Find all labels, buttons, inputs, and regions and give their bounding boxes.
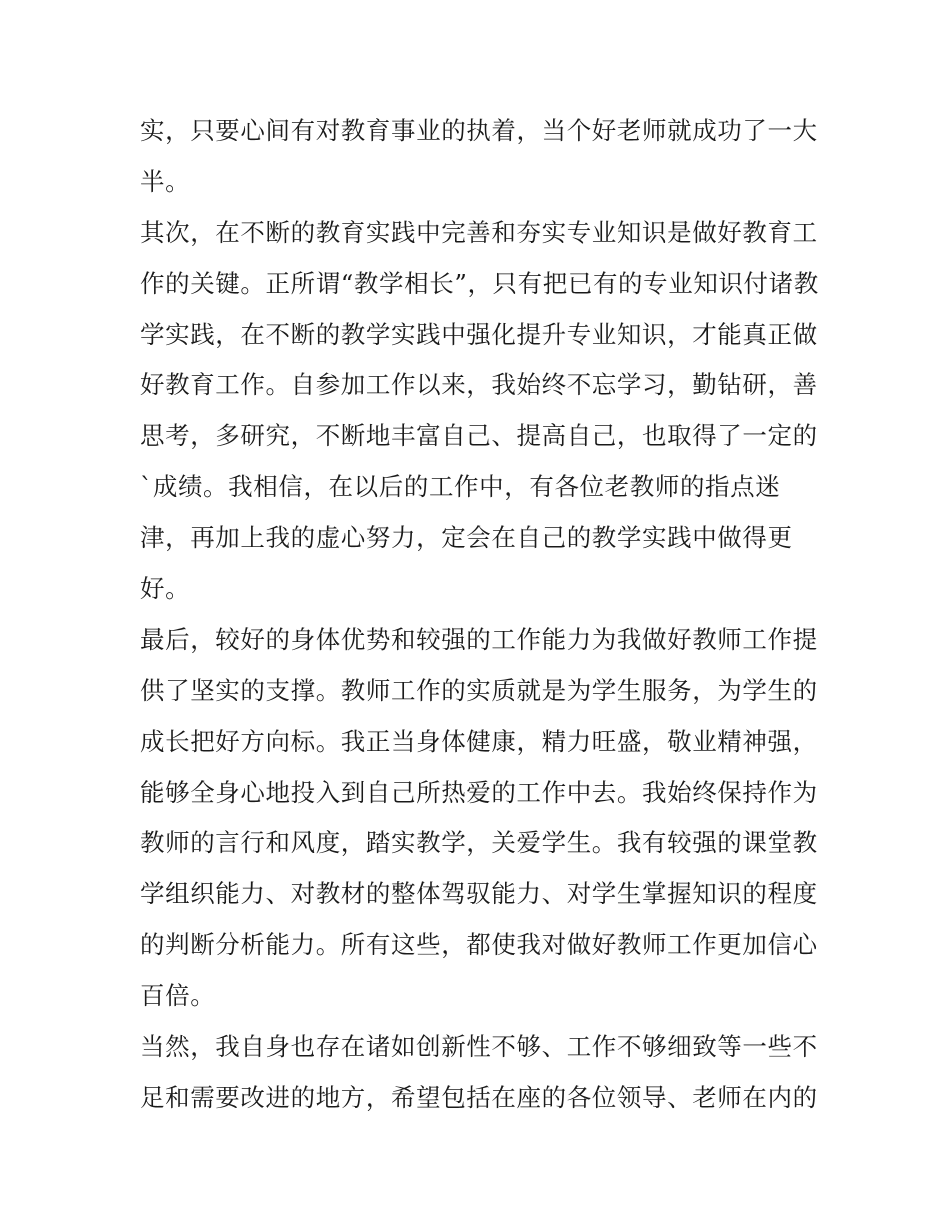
body-text — [140, 106, 820, 1124]
text-line: 能够全身心地投入到自己所热爱的工作中去。我始终保持作为 — [140, 777, 818, 807]
text-line: 好。 — [140, 574, 191, 604]
text-line: 最后，较好的身体优势和较强的工作能力为我做好教师工作提 — [140, 624, 818, 654]
text-line: 津，再加上我的虚心努力，定会在自己的教学实践中做得更 — [140, 523, 793, 553]
text-line: 思考，多研究，不断地丰富自己、提高自己，也取得了一定的 — [140, 421, 818, 451]
text-line: 当然，我自身也存在诸如创新性不够、工作不够细致等一些不 — [140, 1032, 818, 1062]
text-line: 学实践，在不断的教学实践中强化提升专业知识，才能真正做 — [140, 319, 818, 349]
text-line: 作的关键。正所谓“教学相长”，只有把已有的专业知识付诸教 — [140, 268, 819, 298]
text-line: 足和需要改进的地方，希望包括在座的各位领导、老师在内的 — [140, 1082, 818, 1112]
text-line: 教师的言行和风度，踏实教学，关爱学生。我有较强的课堂教 — [140, 828, 818, 858]
text-line: 的判断分析能力。所有这些，都使我对做好教师工作更加信心 — [140, 930, 818, 960]
text-line: `成绩。我相信，在以后的工作中，有各位老教师的指点迷 — [140, 472, 781, 502]
text-line: 半。 — [140, 166, 191, 196]
text-line: 好教育工作。自参加工作以来，我始终不忘学习，勤钻研，善 — [140, 370, 818, 400]
text-line: 其次，在不断的教育实践中完善和夯实专业知识是做好教育工 — [140, 217, 818, 247]
text-line: 学组织能力、对教材的整体驾驭能力、对学生掌握知识的程度 — [140, 879, 818, 909]
text-line: 供了坚实的支撑。教师工作的实质就是为学生服务，为学生的 — [140, 675, 818, 705]
text-line: 实，只要心间有对教育事业的执着，当个好老师就成功了一大 — [140, 116, 818, 145]
text-line: 百倍。 — [140, 981, 216, 1011]
text-line: 成长把好方向标。我正当身体健康，精力旺盛，敬业精神强， — [140, 726, 818, 756]
